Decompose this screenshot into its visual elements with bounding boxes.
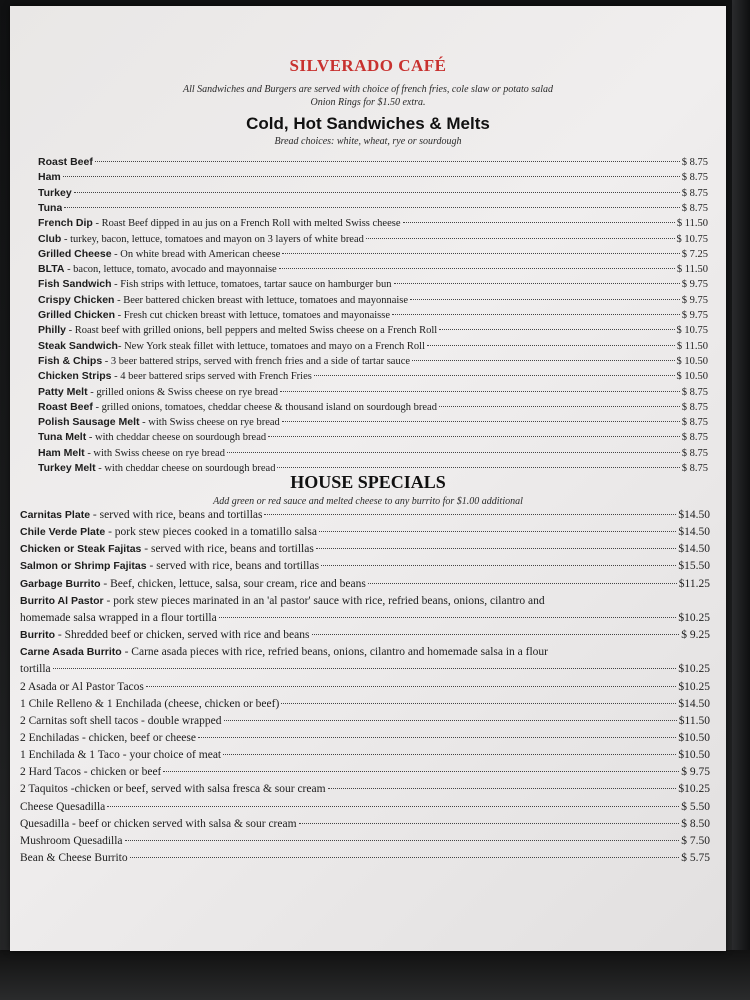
- specials-heading: HOUSE SPECIALS: [290, 472, 446, 492]
- menu-item: [38, 187, 708, 199]
- leader-dots: [223, 754, 676, 755]
- menu-item-price: $14.50: [678, 697, 710, 710]
- sides-note: All Sandwiches and Burgers are served with choice of french fries, cole slaw or potato salad: [183, 84, 553, 95]
- menu-item: [20, 766, 710, 778]
- menu-item: [20, 509, 710, 521]
- menu-item-price: $ 10.50: [676, 355, 708, 367]
- menu-item-price: $ 8.75: [681, 463, 708, 474]
- leader-dots: [439, 329, 674, 330]
- menu-item-text: [20, 852, 128, 864]
- leader-dots: [299, 823, 680, 824]
- menu-item-price: $ 9.75: [681, 294, 708, 306]
- menu-item: [38, 447, 708, 459]
- menu-item-text: [38, 248, 280, 260]
- menu-item-description: - pork stew pieces cooked in a tomatillo salsa: [105, 526, 317, 539]
- leader-dots: [412, 360, 674, 361]
- leader-dots: [277, 467, 679, 468]
- menu-item-price: $15.50: [678, 560, 710, 573]
- leader-dots: [280, 391, 680, 392]
- menu-item: [20, 560, 710, 572]
- menu-item: [20, 612, 710, 624]
- menu-item-name: Fish Sandwich: [38, 278, 112, 291]
- menu-item-price: $11.50: [678, 714, 710, 727]
- menu-item-price: $10.25: [678, 663, 710, 676]
- menu-item-name: Turkey: [38, 186, 72, 199]
- menu-item-text: [20, 578, 366, 590]
- menu-item: [38, 171, 708, 183]
- menu-item-description: - On white bread with American cheese: [111, 248, 281, 260]
- menu-item-description: - served with rice, beans and tortillas: [141, 543, 314, 556]
- menu-item-text: [38, 233, 364, 245]
- menu-item-text: [38, 447, 225, 459]
- menu-item-price: $ 5.50: [681, 800, 710, 813]
- menu-item: [20, 801, 710, 813]
- menu-item: [20, 732, 710, 744]
- menu-item-text: [20, 715, 222, 727]
- menu-item: [20, 629, 710, 641]
- onion-rings-note: Onion Rings for $1.50 extra.: [310, 97, 426, 108]
- menu-item-text: [38, 187, 72, 199]
- leader-dots: [312, 634, 680, 635]
- menu-item: [38, 309, 708, 321]
- menu-item-name: Turkey Melt: [38, 462, 96, 474]
- leader-dots: [282, 421, 680, 422]
- menu-item-text: [38, 386, 278, 398]
- menu-item: [38, 278, 708, 290]
- menu-item-text: [38, 431, 266, 443]
- menu-item-text: [20, 681, 144, 693]
- menu-item-description: - served with rice, beans and tortillas: [146, 560, 320, 573]
- menu-item-description: - Fresh cut chicken breast with lettuce, tomatoes and mayonaisse: [115, 310, 390, 321]
- menu-item-text: [38, 156, 93, 168]
- leader-dots: [264, 514, 676, 515]
- menu-item-description: homemade salsa wrapped in a flour tortilla: [20, 611, 217, 624]
- menu-item-text: [20, 543, 314, 555]
- menu-item-text: [20, 509, 262, 521]
- menu-item-name: Philly: [38, 324, 67, 337]
- menu-item-price: $ 7.25: [681, 248, 708, 260]
- menu-item-name: Grilled Cheese: [38, 247, 112, 260]
- menu-item-description: 1 Enchilada & 1 Taco - your choice of meat: [20, 749, 222, 762]
- leader-dots: [394, 283, 680, 284]
- leader-dots: [282, 253, 679, 254]
- menu-item-description: - grilled onions, tomatoes, cheddar cheese & thousand island on sourdough bread: [92, 401, 437, 413]
- menu-item-name: Burrito Al Pastor: [20, 594, 104, 607]
- menu-item: [38, 202, 708, 214]
- menu-item-description: - Roast beef with grilled onions, bell peppers and melted Swiss cheese on a French Roll: [66, 325, 438, 337]
- leader-dots: [366, 238, 675, 239]
- menu-item-price: $ 8.75: [681, 417, 708, 429]
- menu-item-price: $10.25: [678, 680, 710, 693]
- menu-item-description: 2 Carnitas soft shell tacos - double wrapped: [20, 714, 222, 727]
- menu-item: [38, 416, 708, 428]
- leader-dots: [227, 452, 680, 453]
- menu-item-name: Chicken or Steak Fajitas: [20, 543, 142, 556]
- leader-dots: [64, 207, 679, 208]
- menu-item: [38, 386, 708, 398]
- menu-item: [38, 156, 708, 168]
- menu-item-name: Crispy Chicken: [38, 293, 115, 306]
- menu-item-description: - turkey, bacon, lettuce, tomatoes and mayon on 3 layers of white bread: [61, 233, 364, 245]
- menu-item-name: Grilled Chicken: [38, 309, 116, 321]
- menu-item-description: 2 Asada or Al Pastor Tacos: [20, 680, 144, 693]
- menu-item-price: $ 11.50: [676, 264, 708, 276]
- menu-item-text: [20, 698, 279, 710]
- menu-item-name: Roast Beef: [38, 400, 93, 413]
- menu-item-name: Tuna Melt: [38, 431, 87, 444]
- leader-dots: [95, 161, 680, 162]
- menu-item-text: [38, 355, 410, 367]
- leader-dots: [279, 268, 675, 269]
- menu-item-price: $ 8.75: [681, 432, 708, 444]
- menu-item-price: $ 8.50: [681, 817, 710, 830]
- menu-item-price: $14.50: [678, 543, 710, 556]
- menu-item-text: [20, 835, 123, 847]
- menu-item: [20, 749, 710, 761]
- menu-item-name: Salmon or Shrimp Fajitas: [20, 560, 147, 573]
- menu-item-price: $ 8.75: [681, 401, 708, 413]
- leader-dots: [74, 192, 680, 193]
- leader-dots: [427, 345, 675, 346]
- menu-item-description: tortilla: [20, 663, 51, 676]
- cafe-title: SILVERADO CAFÉ: [289, 56, 447, 75]
- menu-item-text: [20, 646, 548, 658]
- leader-dots: [439, 406, 680, 407]
- menu-item-price: $ 8.75: [681, 187, 708, 199]
- leader-dots: [130, 857, 680, 858]
- bread-note: Bread choices: white, wheat, rye or sourdough: [274, 136, 462, 147]
- menu-item-price: $10.50: [678, 749, 710, 762]
- menu-item: [20, 578, 710, 590]
- menu-item-text: [20, 663, 51, 675]
- menu-item: [38, 233, 708, 245]
- menu-item: [20, 715, 710, 727]
- menu-item-text: [38, 324, 437, 336]
- menu-item-text: [20, 801, 105, 813]
- menu-item: [20, 646, 710, 658]
- leader-dots: [268, 436, 680, 437]
- menu-item: [38, 248, 708, 260]
- menu-item-name: Ham: [38, 171, 61, 184]
- menu-item-price: $ 8.75: [681, 447, 708, 459]
- menu-item-name: Fish & Chips: [38, 354, 103, 367]
- menu-item: [20, 526, 710, 538]
- menu-item-text: [20, 783, 326, 795]
- leader-dots: [321, 565, 676, 566]
- menu-item-name: Chicken Strips: [38, 370, 112, 383]
- menu-item-description: - bacon, lettuce, tomato, avocado and mayonnaise: [64, 264, 277, 276]
- menu-item-price: $ 8.75: [681, 386, 708, 398]
- menu-item: [38, 355, 708, 367]
- menu-item-price: $10.25: [678, 783, 710, 796]
- leader-dots: [328, 788, 677, 789]
- binder-edge: [732, 0, 750, 1000]
- menu-item-price: $ 11.50: [676, 340, 708, 352]
- leader-dots: [125, 840, 680, 841]
- leader-dots: [403, 222, 675, 223]
- menu-item-description: 2 Hard Tacos - chicken or beef: [20, 766, 162, 779]
- menu-item-name: Steak Sandwich: [38, 339, 118, 352]
- menu-item-price: $ 9.75: [681, 279, 708, 291]
- menu-item-price: $ 10.50: [676, 371, 708, 383]
- menu-item-price: $ 7.50: [681, 834, 710, 847]
- menu-item-price: $ 9.75: [681, 310, 708, 321]
- menu-item-text: [38, 217, 401, 229]
- menu-item-description: - grilled onions & Swiss cheese on rye bread: [87, 386, 279, 398]
- burrito-note: Add green or red sauce and melted cheese to any burrito for $1.00 additional: [213, 496, 523, 507]
- menu-item-text: [38, 294, 408, 306]
- menu-page: [10, 6, 726, 951]
- menu-item-text: [38, 278, 392, 290]
- menu-item: [20, 818, 710, 830]
- menu-item: [20, 835, 710, 847]
- leader-dots: [163, 771, 679, 772]
- menu-item-price: $ 9.75: [681, 766, 710, 779]
- menu-item-price: $ 8.75: [681, 172, 708, 184]
- menu-item: [38, 324, 708, 336]
- menu-item-description: - Fish strips with lettuce, tomatoes, tartar sauce on hamburger bun: [111, 279, 392, 291]
- menu-item-name: Garbage Burrito: [20, 577, 101, 590]
- menu-item-name: Carnitas Plate: [20, 509, 91, 521]
- menu-item-description: 1 Chile Relleno & 1 Enchilada (cheese, chicken or beef): [20, 697, 280, 710]
- menu-item-text: [38, 309, 390, 321]
- menu-item-text: [38, 263, 277, 275]
- menu-item-name: BLTA: [38, 263, 65, 276]
- menu-item-name: Tuna: [38, 201, 63, 214]
- menu-item-description: - with Swiss cheese on rye bread: [139, 417, 280, 429]
- menu-item: [38, 294, 708, 306]
- menu-item-price: $ 8.75: [681, 202, 708, 214]
- menu-item-text: [38, 202, 62, 214]
- leader-dots: [224, 720, 677, 721]
- menu-item-price: $ 11.50: [676, 218, 708, 230]
- menu-item: [38, 340, 708, 352]
- menu-item-text: [20, 818, 297, 830]
- menu-item: [20, 681, 710, 693]
- menu-item-description: - Shredded beef or chicken, served with rice and beans: [55, 629, 310, 642]
- menu-item-price: $11.25: [678, 577, 710, 590]
- menu-item-name: Polish Sausage Melt: [38, 416, 140, 429]
- leader-dots: [107, 806, 679, 807]
- menu-item-price: $ 10.75: [676, 325, 708, 337]
- menu-item-description: - with Swiss cheese on rye bread: [84, 447, 225, 459]
- menu-item-name: French Dip: [38, 217, 93, 230]
- menu-item-name: Chile Verde Plate: [20, 526, 106, 539]
- menu-item: [20, 783, 710, 795]
- menu-item-description: - Roast Beef dipped in au jus on a French Roll with melted Swiss cheese: [92, 218, 401, 230]
- menu-item-name: Club: [38, 232, 62, 245]
- menu-item-text: [38, 401, 437, 413]
- menu-item-text: [20, 749, 221, 761]
- menu-item-text: [20, 595, 545, 607]
- leader-dots: [63, 176, 680, 177]
- sandwiches-heading: Cold, Hot Sandwiches & Melts: [246, 114, 490, 133]
- leader-dots: [316, 548, 677, 549]
- menu-item-text: [38, 340, 425, 352]
- menu-item: [20, 698, 710, 710]
- menu-item-price: $ 9.25: [681, 629, 710, 642]
- menu-item-description: - with cheddar cheese on sourdough bread: [95, 463, 276, 474]
- menu-item-description: - Beer battered chicken breast with lettuce, tomatoes and mayonnaise: [114, 294, 409, 306]
- menu-item: [38, 401, 708, 413]
- menu-item: [20, 852, 710, 864]
- menu-item-description: Cheese Quesadilla: [20, 800, 106, 813]
- menu-item-description: 2 Taquitos -chicken or beef, served with salsa fresca & sour cream: [20, 783, 326, 796]
- menu-item: [38, 263, 708, 275]
- menu-item-price: $14.50: [678, 526, 710, 539]
- menu-item-text: [20, 629, 310, 641]
- menu-item-text: [20, 612, 217, 624]
- menu-item-name: Carne Asada Burrito: [20, 646, 122, 659]
- menu-item-name: Roast Beef: [38, 156, 93, 168]
- leader-dots: [392, 314, 680, 315]
- menu-item-description: - New York steak fillet with lettuce, tomatoes and mayo on a French Roll: [117, 340, 426, 352]
- menu-item-description: - pork stew pieces marinated in an 'al pastor' sauce with rice, refried beans, onions, cilantro and: [103, 594, 545, 607]
- menu-item-text: [20, 526, 317, 538]
- menu-item-price: $10.50: [678, 731, 710, 744]
- menu-item-description: Bean & Cheese Burrito: [20, 852, 128, 864]
- leader-dots: [368, 583, 677, 584]
- leader-dots: [53, 668, 677, 669]
- menu-item-price: $ 5.75: [681, 852, 710, 864]
- menu-item: [38, 431, 708, 443]
- menu-item-name: Patty Melt: [38, 385, 88, 398]
- binder-bottom: [0, 950, 750, 1000]
- menu-item: [20, 543, 710, 555]
- leader-dots: [219, 617, 677, 618]
- menu-item-text: [38, 171, 61, 183]
- menu-item-description: 2 Enchiladas - chicken, beef or cheese: [20, 731, 196, 744]
- menu-item: [38, 370, 708, 382]
- menu-item: [20, 663, 710, 675]
- menu-item-description: - 3 beer battered strips, served with french fries and a side of tartar sauce: [102, 355, 411, 367]
- leader-dots: [198, 737, 676, 738]
- menu-item-text: [20, 766, 161, 778]
- leader-dots: [410, 299, 680, 300]
- menu-item-price: $ 10.75: [676, 233, 708, 245]
- menu-item-price: $ 8.75: [681, 157, 708, 168]
- menu-item: [38, 217, 708, 229]
- menu-item-description: - with cheddar cheese on sourdough bread: [86, 432, 267, 444]
- menu-item-name: Ham Melt: [38, 446, 85, 459]
- menu-item-price: $14.50: [678, 509, 710, 521]
- leader-dots: [319, 531, 676, 532]
- menu-item-text: [20, 560, 319, 572]
- menu-item-text: [20, 732, 196, 744]
- menu-item-description: Quesadilla - beef or chicken served with salsa & sour cream: [20, 817, 297, 830]
- leader-dots: [146, 686, 677, 687]
- leader-dots: [314, 375, 675, 376]
- menu-item-description: - Beef, chicken, lettuce, salsa, sour cream, rice and beans: [100, 577, 366, 590]
- leader-dots: [281, 703, 676, 704]
- menu-item-price: $10.25: [678, 611, 710, 624]
- menu-item-text: [38, 370, 312, 382]
- menu-item-description: - 4 beer battered srips served with French Fries: [111, 371, 312, 383]
- menu-item-text: [38, 416, 280, 428]
- menu-item: [20, 595, 710, 607]
- menu-item-description: - Carne asada pieces with rice, refried beans, onions, cilantro and homemade salsa in a flour: [121, 646, 549, 659]
- menu-item-name: Burrito: [20, 629, 55, 642]
- menu-item-description: Mushroom Quesadilla: [20, 834, 123, 847]
- menu-item-description: - served with rice, beans and tortillas: [90, 509, 263, 521]
